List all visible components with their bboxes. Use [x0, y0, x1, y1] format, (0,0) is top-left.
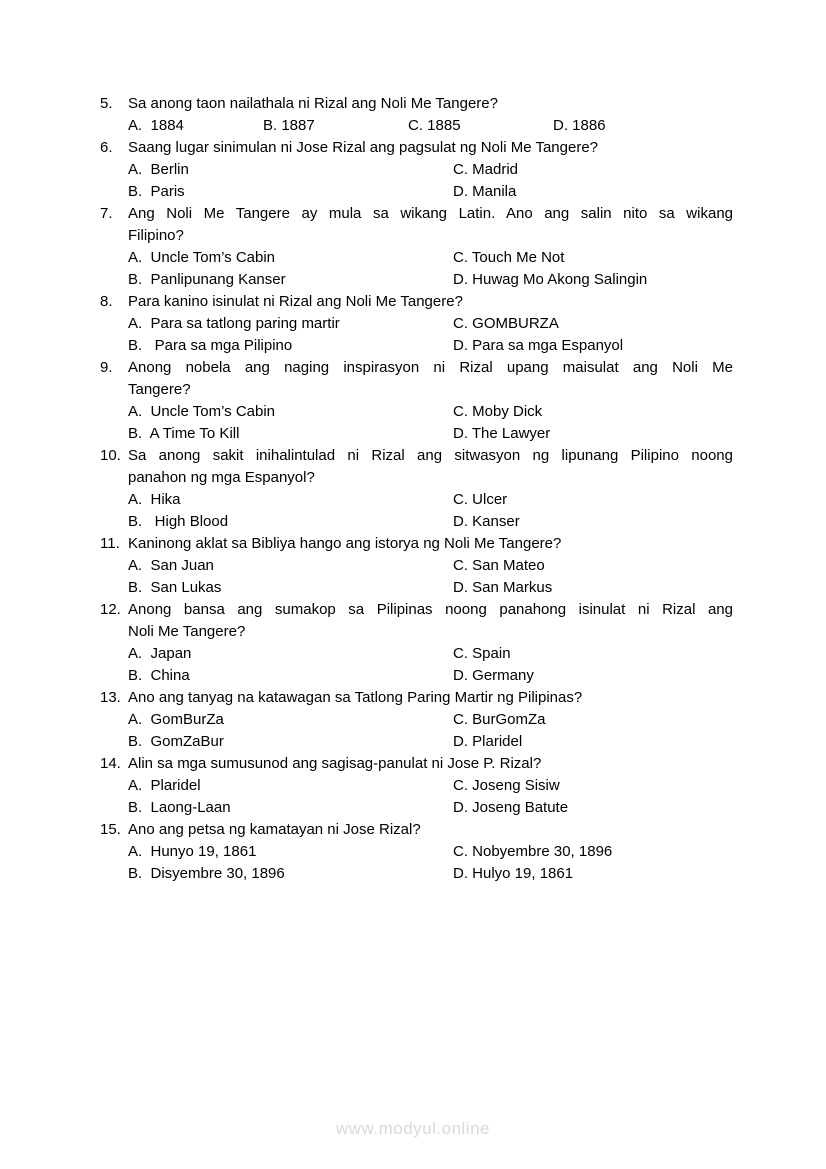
answer-option: C. GOMBURZA [453, 315, 559, 332]
question-body [128, 533, 733, 599]
answer-option: C. Joseng Sisiw [453, 777, 560, 794]
question-body [128, 137, 733, 203]
question-line: Saang lugar sinimulan ni Jose Rizal ang pagsulat ng Noli Me Tangere? [128, 139, 599, 156]
question [100, 819, 733, 885]
answer-option: D. Huwag Mo Akong Salingin [453, 271, 648, 288]
answer-option: B. China [128, 667, 190, 684]
answer-option: B. A Time To Kill [128, 425, 240, 442]
answer-options [128, 313, 733, 357]
question [100, 687, 733, 753]
question-line: Filipino? [128, 227, 184, 244]
question-line: Tangere? [128, 381, 191, 398]
answer-options [128, 489, 733, 533]
question-line: Sa anong sakit inihalintulad ni Rizal ang sitwasyon ng lipunang Pilipino noong [128, 447, 733, 464]
answer-option: C. Moby Dick [453, 403, 543, 420]
question-number: 8. [100, 293, 113, 310]
question-text [128, 93, 733, 115]
question-text [128, 291, 733, 313]
question-text [128, 533, 733, 555]
answer-option: A. Para sa tatlong paring martir [128, 315, 340, 332]
question-text [128, 599, 733, 643]
watermark-text: www.modyul.online [335, 1119, 490, 1138]
question-body [128, 599, 733, 687]
question-number: 12. [100, 601, 121, 618]
answer-option: B. Laong-Laan [128, 799, 231, 816]
question-line: Anong nobela ang naging inspirasyon ni Rizal upang maisulat ang Noli Me [128, 359, 733, 376]
question-body [128, 687, 733, 753]
answer-option: A. Japan [128, 645, 192, 662]
question-body [128, 445, 733, 533]
question-text [128, 753, 733, 775]
answer-option: A. San Juan [128, 557, 214, 574]
answer-option: C. Spain [453, 645, 511, 662]
question [100, 533, 733, 599]
answer-option: C. BurGomZa [453, 711, 546, 728]
answer-option: C. Touch Me Not [453, 249, 565, 266]
answer-option: B. 1887 [263, 117, 315, 134]
question-line: Ano ang tanyag na katawagan sa Tatlong Paring Martir ng Pilipinas? [128, 689, 583, 706]
answer-option: B. Panlipunang Kanser [128, 271, 286, 288]
question-text [128, 819, 733, 841]
question-line: Noli Me Tangere? [128, 623, 246, 640]
question-line: Para kanino isinulat ni Rizal ang Noli Me Tangere? [128, 293, 463, 310]
question-text [128, 357, 733, 401]
question [100, 357, 733, 445]
question-list [100, 93, 733, 885]
answer-option: C. Nobyembre 30, 1896 [453, 843, 613, 860]
answer-option: D. Joseng Batute [453, 799, 569, 816]
answer-option: D. Kanser [453, 513, 520, 530]
answer-option: C. San Mateo [453, 557, 545, 574]
question [100, 445, 733, 533]
answer-option: A. Hika [128, 491, 181, 508]
answer-options [128, 247, 733, 291]
answer-option: C. 1885 [408, 117, 461, 134]
question [100, 203, 733, 291]
answer-option: A. Hunyo 19, 1861 [128, 843, 257, 860]
answer-options [128, 643, 733, 687]
question-number: 11. [100, 535, 120, 552]
answer-option: B. Para sa mga Pilipino [128, 337, 293, 354]
answer-option: A. Berlin [128, 161, 189, 178]
question-number: 9. [100, 359, 113, 376]
answer-option: D. San Markus [453, 579, 553, 596]
question-text [128, 687, 733, 709]
answer-options [128, 115, 733, 137]
question-body [128, 203, 733, 291]
answer-option: B. Paris [128, 183, 185, 200]
answer-option: A. 1884 [128, 117, 184, 134]
answer-options [128, 709, 733, 753]
answer-option: D. Plaridel [453, 733, 523, 750]
question-line: Kaninong aklat sa Bibliya hango ang istorya ng Noli Me Tangere? [128, 535, 562, 552]
answer-option: D. Para sa mga Espanyol [453, 337, 624, 354]
question-text [128, 203, 733, 247]
answer-option: B. GomZaBur [128, 733, 224, 750]
answer-option: A. GomBurZa [128, 711, 224, 728]
question-body [128, 357, 733, 445]
question-line: Ano ang petsa ng kamatayan ni Jose Rizal? [128, 821, 421, 838]
question [100, 599, 733, 687]
question-number: 13. [100, 689, 121, 706]
question [100, 291, 733, 357]
question [100, 93, 733, 137]
answer-option: A. Uncle Tom’s Cabin [128, 249, 276, 266]
answer-option: D. Germany [453, 667, 534, 684]
question-body [128, 753, 733, 819]
question-text [128, 445, 733, 489]
answer-option: C. Ulcer [453, 491, 508, 508]
answer-options [128, 841, 733, 885]
question-number: 10. [100, 447, 121, 464]
question [100, 137, 733, 203]
answer-option: D. Manila [453, 183, 517, 200]
answer-option: B. Disyembre 30, 1896 [128, 865, 285, 882]
answer-option: C. Madrid [453, 161, 519, 178]
question-body [128, 819, 733, 885]
question-number: 14. [100, 755, 121, 772]
question-line: Sa anong taon nailathala ni Rizal ang Noli Me Tangere? [128, 95, 498, 112]
question-body [128, 93, 733, 137]
answer-options [128, 775, 733, 819]
question [100, 753, 733, 819]
question-line: Alin sa mga sumusunod ang sagisag-panulat ni Jose P. Rizal? [128, 755, 542, 772]
question-text [128, 137, 733, 159]
question-body [128, 291, 733, 357]
answer-options [128, 401, 733, 445]
question-line: Ang Noli Me Tangere ay mula sa wikang Latin. Ano ang salin nito sa wikang [128, 205, 733, 222]
answer-option: B. High Blood [128, 513, 229, 530]
answer-options [128, 555, 733, 599]
answer-option: D. Hulyo 19, 1861 [453, 865, 574, 882]
answer-option: D. The Lawyer [453, 425, 551, 442]
answer-option: A. Plaridel [128, 777, 201, 794]
answer-options [128, 159, 733, 203]
answer-option: B. San Lukas [128, 579, 222, 596]
question-number: 15. [100, 821, 121, 838]
answer-option: A. Uncle Tom’s Cabin [128, 403, 276, 420]
question-line: panahon ng mga Espanyol? [128, 469, 315, 486]
question-number: 7. [100, 205, 113, 222]
answer-option: D. 1886 [553, 117, 606, 134]
question-number: 6. [100, 139, 113, 156]
question-number: 5. [100, 95, 113, 112]
question-line: Anong bansa ang sumakop sa Pilipinas noong panahong isinulat ni Rizal ang [128, 601, 733, 618]
